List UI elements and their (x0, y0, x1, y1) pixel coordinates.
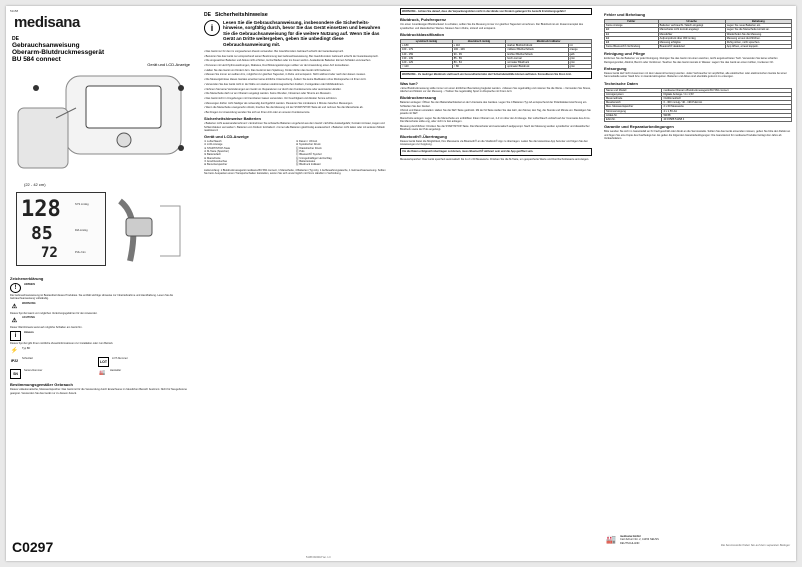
cell: EAN-Nr. (605, 118, 662, 122)
cell: Legen Sie die Manschette korrekt an. (725, 28, 791, 32)
cuff-size-label: (22 - 42 cm) (24, 182, 46, 187)
address-line3: DEUTSCHLAND (619, 541, 640, 545)
warranty-heading: Garantie und Reparaturbedingungen (604, 124, 674, 130)
symbol-label: LOT-Nummer (112, 357, 128, 361)
symbol-row (10, 357, 98, 367)
packaging-warning (400, 8, 592, 15)
language-tag-2: DE (204, 12, 211, 18)
batteries-text: • Batterien nicht auseinandernehmen! • Entnehmen Sie schwache Batterien umgehend aus dem Gerät! • Erhöhte Auslaufgefahr, Kontakt mit Haut, Augen und Schleimhäuten vermeiden! • Batterien von Kindern fernhalten! • Immer alle Batterien gleichzeitig austauschen! • Batterien nicht laden oder mit anderen Mitteln reaktivieren! (204, 122, 385, 132)
symbol-row (10, 302, 188, 310)
bracket (160, 206, 180, 256)
cell: E1 (605, 32, 659, 36)
cell: 40 15588 51158 4 (662, 118, 792, 122)
scope-text: Lieferumfang: 1 Blutdruckmessgerät medisana BU 584 connect, 1 Manschette, 4 Batterien (Typ AA), 1 Aufbewahrungstasche, 1 Gebrauchsanweisung. Sollten Sie beim Auspacken einen Transportschaden feststellen, setzen Sie sich unverzüglich mit Ihrem Händler in Verbindung. (204, 168, 386, 175)
doc-subtitle: Oberarm-Blutdruckmessgerät (12, 49, 105, 56)
doc-footer-code: 51158 06/2018 Ver. 1.0 (306, 556, 331, 559)
cell: E3 (605, 41, 659, 45)
start-button (117, 133, 131, 147)
cell: Messfehler (658, 32, 725, 36)
lcd-systolic: 128 (21, 197, 61, 222)
symbol-label: Typ BF (22, 346, 31, 350)
memory-text: Messwertspeicher: Das Gerät speichert automatisch bis zu 2 x 60 Messwerte. Drücken Sie die M-Taste, um gespeicherte Werte und Durchschnittswerte anzuzeigen. (400, 157, 590, 161)
bluetooth-warning-text: Um die Daten erfolgreich übertragen zu können, muss Bluetooth® aktiviert sein und die App geöffnet sein. (402, 150, 534, 154)
cleaning-text: Entfernen Sie die Batterien vor jeder Reinigung. Reinigen Sie das Gerät mit einem weichen, leicht angefeuchteten Tuch. Verwenden Sie keine scharfen Reinigungsmittel, Alkohol, Benzin oder Verdünner. Tauchen Sie das Gerät niemals in Wasser. Lagern Sie das Gerät an einem kühlen, trockenen Ort. (604, 57, 778, 64)
column-header: Blutdruck Indikator (506, 39, 592, 43)
cell: 51158 (662, 113, 792, 117)
callout-3 (178, 145, 184, 151)
language-tag: DE (12, 36, 19, 42)
cell: Messung erfolglos (658, 41, 725, 45)
column-header: Fehler (605, 20, 659, 24)
part-item: ⑤ Batteriefach (204, 153, 221, 157)
service-note: Die Servicestelle finden Sie auf dem separaten Beileger (720, 543, 790, 547)
table-row (605, 118, 792, 122)
cuff-on-arm (126, 218, 152, 236)
part-item: ⑯ Blutdruck Indikator (296, 163, 321, 167)
callout-2 (178, 85, 184, 91)
cell: orange (568, 48, 591, 52)
cell: 90 - 99 (452, 52, 506, 56)
display-parts-heading: Gerät und LCD-Anzeige (204, 134, 249, 140)
cell: 4 x 1,5V AA (662, 109, 792, 113)
table-row (401, 65, 592, 69)
part-item: ⑩ Systolischer Druck (296, 143, 321, 147)
cell: 100 - 109 (452, 48, 506, 52)
safety-item: • Die Manschette darf nur am Oberarm angelegt werden. Keine Wunden, Infusionen oder Shunts am Messarm. (204, 92, 332, 96)
part-item: ⑫ Puls (296, 150, 305, 154)
safety-item: • Benutzen Sie das Gerät nur entsprechend seiner Bestimmung laut Gebrauchsanweisung. Bei zweckfremdem Gebrauch erlischt der Garantieanspruch. (204, 54, 379, 58)
cell: optimaler Blutdruck (506, 65, 568, 69)
column-header: diastolisch mmHg (452, 39, 506, 43)
column-header: systolisch mmHg (401, 39, 453, 43)
manufacturer-icon: 🏭 (606, 535, 616, 545)
symbol-row (98, 369, 186, 379)
cell: Messmethode (605, 97, 662, 101)
doc-title: Gebrauchsanweisung (12, 42, 80, 49)
measurement-text-3: Manschette anlegen: Legen Sie die Manschette am entblößten linken Oberarm an, 2-3 cm über der Armbeuge. Der Luftschlauch verläuft auf der Innenseite des Arms. Die Manschette sollte eng, aber nicht zu fest anliegen. (400, 117, 591, 124)
disposal-text: Dieses Gerät darf nicht zusammen mit dem Hausmüll entsorgt werden. Jeder Verbraucher ist verpflichtet, alle elektrischen oder elektronischen Geräte bei einer Sammelstelle seiner Stadt bzw. im Handel abzugeben. Batterien und Akkus sind ebenfalls getrennt zu entsorgen. (604, 72, 787, 79)
symbol-label: ACHTUNG (22, 316, 35, 320)
safety-heading: Sicherheitshinweise (214, 12, 268, 18)
lot-icon: LOT (98, 357, 109, 367)
manufacturer-icon: 🏭 (99, 370, 106, 377)
symbol-row (10, 347, 188, 355)
symbol-row (10, 316, 188, 324)
lcd-diastolic: 85 (31, 223, 53, 244)
bp-text: Um einen zuverlässigen Blutdruckwert zu erhalten, sollten Sie die Messung immer zur gleichen Tageszeit vornehmen. Der Blutdruck ist ein Zusammenspiel des systolischen und diastolischen Wertes. Messen Sie in Ruhe, sitzend und entspannt. (400, 23, 584, 30)
usage-text: Dieses vollautomatische, Messwertspeicher. Das Gerät ist für die Verwendung durch Erwachsene im häuslichen Bereich bestimmt. Nicht für Neugeborene geeignet. Verwenden Sie das Gerät nur zu diesem Zweck. (10, 388, 187, 395)
brand-logo: medisana (14, 14, 80, 31)
classification-table (400, 39, 592, 69)
article-id: 51158 (10, 9, 19, 13)
cell: Manschette nicht korrekt angelegt (658, 28, 725, 32)
device-screen (86, 86, 161, 128)
part-item: ⑧ Benutzerspeicher (204, 163, 228, 167)
measurement-warning (400, 71, 592, 78)
measurement-text-4: Messung durchführen: Drücken Sie die START/STOP-Taste. Die Manschette wird automatisch aufgepumpt. Nach der Messung werden systolischer und diastolischer Blutdruck sowie der Puls angezeigt. (400, 125, 590, 132)
model-name: BU 584 connect (12, 56, 61, 63)
cell: 130 - 139 (401, 56, 453, 60)
measurement-text-1: Batterien einlegen: Öffnen Sie den Batteriefachdeckel an der Unterseite des Gerätes. Legen Sie 4 Batterien Typ AA entsprechend der Polaritätskennzeichnung ein. Schließen Sie den Deckel. (400, 101, 588, 108)
cell: 120 - 129 (401, 60, 453, 64)
callout-1 (33, 85, 39, 91)
cell: starker Bluthochdruck (506, 44, 568, 48)
cell: mittlerer Bluthochdruck (506, 48, 568, 52)
cell: ≥ 110 (452, 44, 506, 48)
part-item: ② LCD-Anzeige (204, 143, 223, 147)
device-caption: Gerät und LCD-Anzeige (147, 62, 190, 67)
safety-item: • Messungen dürfen nicht häufiger als notwendig durchgeführt werden. Pausieren Sie mindestens 1 Minute zwischen Messungen. (204, 101, 353, 105)
info-icon: ! (10, 283, 21, 293)
cell: Ruhig sitzen, nicht sprechen. (725, 41, 791, 45)
symbol-row (10, 369, 98, 379)
symbol-desc: Die Gebrauchsanweisung ist Bestandteil dieses Produktes. Sie enthält wichtige Hinweise zur Inbetriebnahme und Handhabung. Lesen Sie die Gebrauchsanweisung vollständig. (10, 294, 174, 301)
cell: < 80 (452, 65, 506, 69)
device-illustration (16, 68, 191, 188)
safety-item: • Personen mit Herzrhythmusstörungen, Diabetes, Durchblutungsstörungen sollten vor der Anwendung einen Arzt konsultieren. (204, 64, 350, 68)
lcd-dia-label: DIA mmHg (75, 229, 88, 232)
column-technical (600, 6, 796, 561)
safety-item: • Die Messergebnisse dieses Gerätes ersetzen keine ärztliche Untersuchung. Ändern Sie keine Medikation ohne Rücksprache mit Ihrem Arzt. (204, 78, 367, 82)
type-bf-icon: ⚡ (10, 348, 19, 355)
column-safety (200, 6, 392, 561)
table-row (605, 45, 792, 49)
safety-item: • Die eingesetzten Batterien und Akkus nicht erhitzen, kurzschließen oder ins Feuer werfen. Auslaufende Batterien können Schäden verursachen. (204, 59, 372, 63)
part-item: ⑬ Bluetooth® Symbol (296, 153, 322, 157)
symbol-desc: Dieses Symbol gibt Ihnen nützliche Zusatzinformationen zur Installation oder zum Betrieb. (10, 342, 114, 346)
cell: Name und Modell (605, 88, 662, 92)
cell: 80 - 84 (452, 60, 506, 64)
cell: hoch-normal (506, 56, 568, 60)
cell: grün (568, 60, 591, 64)
classification-heading: Blutdruckklassifikation (400, 31, 445, 37)
safety-list (200, 50, 392, 114)
part-item: ⑥ Manschette (204, 156, 221, 160)
lcd-display (16, 192, 106, 266)
bluetooth-warning (400, 148, 592, 155)
cell: medisana Oberarm-Blutdruckmessgerät BU 584 connect (662, 88, 792, 92)
lcd-sys-label: SYS mmHg (75, 203, 89, 206)
cell: gelb (568, 52, 591, 56)
disposal-heading: Entsorgung (604, 66, 627, 72)
ip-rating-icon: IP22 (10, 359, 19, 364)
cover-title-block (12, 36, 192, 63)
part-item: ③ START/STOP-Taste (204, 146, 231, 150)
safety-item: • Wenn die Manschette unangenehm drückt, brechen Sie die Messung mit der START/STOP-Taste ab und nehmen Sie die Manschette ab. (204, 106, 364, 110)
bp-heading: Blutdruck, Pulsfrequenz (400, 17, 447, 23)
trouble-heading: Fehler und Behebung (604, 12, 646, 17)
warning-icon: ⚠ (11, 303, 18, 310)
cell: ≥ 180 (401, 44, 453, 48)
address-line2: Carl-Schurz-Str. 2, 41453 NEUSS (619, 538, 659, 542)
cell: < 120 (401, 65, 453, 69)
column-measurement (396, 6, 596, 561)
column-cover (6, 6, 196, 561)
part-item: ⑪ Diastolischer Druck (296, 146, 322, 150)
cell: 85 - 89 (452, 56, 506, 60)
cell: E0 (605, 28, 659, 32)
cell: 160 - 179 (401, 48, 453, 52)
symbols-heading: Zeichenerklärung (10, 276, 44, 281)
cell: Keine Anzeige (605, 24, 659, 28)
note-icon: i (10, 331, 21, 341)
safety-lead: Lesen Sie die Gebrauchsanweisung, insbesondere die Sicherheits-hinweise, sorgfältig durch, bevor Sie das Gerät einsetzen und bewahren Sie die Gebrauchsanweisung für die weitere Nutzung auf. Wenn Sie das Gerät an Dritte weitergeben, geben Sie unbedingt diese Gebrauchsanweisung mit. (223, 20, 381, 47)
safety-item: • Verwenden Sie das Gerät nicht in der Nähe von starken elektromagnetischen Feldern, Funkgeräten oder Mobiltelefonen. (204, 82, 345, 86)
cell: Max. Messwertspeicher (605, 105, 662, 109)
bluetooth-heading: Bluetooth®-Übertragung (400, 133, 447, 139)
part-item: ⑮ Batteriestatus (296, 159, 316, 163)
cell: Messbereich (605, 101, 662, 105)
symbol-row (10, 283, 188, 293)
usage-heading: Bestimmungsgemäßer Gebrauch (10, 382, 73, 388)
column-header: Ursache (658, 20, 725, 24)
symbol-row (10, 331, 188, 341)
cell: grün (568, 65, 591, 69)
measurement-text-2: Uhrzeit und Datum einstellen: Halten Sie die SET-Taste gedrückt. Mit der M-Taste stellen Sie das Jahr, den Monat, den Tag, die Stunde und Minute ein. Bestätigen Sie jeweils mit SET. (400, 109, 591, 116)
symbol-desc: Dieses Symbol warnt vor möglichen Verletzungsgefahren für den Anwender. (10, 311, 98, 315)
symbol-label: WARNUNG (22, 302, 36, 306)
cell: 2 x 60 Messwerte (662, 105, 792, 109)
symbol-label: HINWEIS (24, 282, 36, 286)
cell: leichter Bluthochdruck (506, 52, 568, 56)
warranty-text: Bitte wenden Sie sich im Garantiefall an Ihr Fachgeschäft oder direkt an die Servicestelle. Sollten Sie das Gerät einsenden müssen, geben Sie bitte den Defekt an und fügen Sie eine Kopie des Kaufbelegs bei. Es gelten die folgenden Garantiebedingungen: Die Garantiezeit für medisana Produkte beträgt drei Jahre ab Verkaufsdatum. (604, 130, 791, 140)
safety-item: • Messen Sie immer am selben Arm, möglichst zur gleichen Tageszeit, in Ruhe und entspannt. Nicht während oder nach dem Essen messen. (204, 73, 366, 77)
fix-heading: Was tun? (400, 80, 418, 86)
cell: E2 (605, 36, 659, 40)
symbols-section (6, 274, 192, 396)
cell: App öffnen, erneut koppeln. (725, 45, 791, 49)
cell: Artikel-Nr. (605, 113, 662, 117)
symbol-desc: Dieser Warnhinweis weist auf mögliche Schäden am Gerät hin. (10, 325, 83, 329)
symbol-label: Hinweis (24, 330, 34, 334)
column-header: Behebung (725, 20, 791, 24)
cell: Keine Bluetooth®-Verbindung (605, 45, 659, 49)
part-item: ④ M-Taste (Speicher) (204, 150, 229, 154)
cell: Anzeigesystem (605, 92, 662, 96)
manual-sheet (6, 6, 796, 561)
ce-mark: C0297 (12, 539, 54, 555)
safety-item: • Das Gerät nur für den im vorgesehenen Zweck verwenden. Bei zweckfremdem Gebrauch erlischt der Garantieanspruch. (204, 50, 344, 54)
measurement-warning-text: WARNUNG - Zu niedriger Blutdruck stellt auch ein Gesundheitsrisiko dar! Schwindelanfälle können auftreten. Konsultieren Sie Ihren Arzt. (402, 73, 572, 77)
cell: grün (568, 56, 591, 60)
lcd-pulse: 72 (41, 245, 58, 261)
safety-item: • Das Gerät nicht in Umgebungen mit brennbaren Gasen verwenden. Vor Feuchtigkeit und direkter Sonne schützen. (204, 96, 338, 100)
error-table (604, 19, 792, 49)
cell: 140 - 159 (401, 52, 453, 56)
bluetooth-text: Dieses Gerät bietet die Möglichkeit, Ihre Messwerte via Bluetooth® an die VitaDock® App zu übertragen. Laden Sie die kostenlose App herunter und folgen Sie den Anweisungen zur Kopplung. (400, 139, 588, 147)
caution-icon: ⚠ (11, 317, 18, 324)
part-item: ⑭ Unregelmäßiger Herzschlag (296, 156, 332, 160)
lcd-pulse-label: PUL /min (75, 251, 86, 254)
cell: normaler Blutdruck (506, 60, 568, 64)
cell: Digitale Anzeige / 4 x 1,5V (662, 92, 792, 96)
manufacturer-block (606, 535, 659, 545)
part-item: ⑨ Datum / Uhrzeit (296, 140, 318, 144)
tech-heading: Technische Daten (604, 80, 638, 86)
cell: Bluetooth® deaktiviert (658, 45, 725, 49)
serial-icon: SN (10, 369, 21, 379)
arm-illustration (110, 196, 190, 266)
safety-item: • Nehmen Sie keine Veränderungen am Gerät vor. Reparaturen nur durch den Kundenservice oder autorisierte Händler. (204, 87, 342, 91)
cell: Wiederholen Sie die Messung. (725, 32, 791, 36)
cell: Oszillometrisch (662, 97, 792, 101)
cell: Batterien verbraucht / falsch eingelegt (658, 24, 725, 28)
cell: Stromversorgung (605, 109, 662, 113)
part-item: ⑦ Anschlussbuchse (204, 159, 228, 163)
safety-item: • Halten Sie das Gerät von Kindern fern. Das Gerät ist kein Spielzeug. Kinder dürfen das Gerät nicht bedienen. (204, 68, 332, 72)
tech-table (604, 88, 792, 123)
symbol-label: Schutzart (22, 357, 33, 361)
symbol-label: Serien-Nummer (24, 369, 43, 373)
cuff (18, 108, 68, 168)
symbol-row (98, 357, 186, 367)
parts-list (204, 140, 388, 166)
packaging-warning-text: WARNUNG - Achten Sie darauf, dass die Verpackungsfolien nicht in die Hände von Kindern gelangen! Es besteht Erstickungsgefahr! (402, 10, 566, 13)
info-icon: i (204, 20, 220, 36)
symbol-label: Hersteller (110, 369, 122, 373)
cell: 0 - 300 mmHg / 40 - 199 Puls/min (662, 101, 792, 105)
measurement-heading: Blutdruckmessung (400, 95, 437, 101)
fix-text: • Eine Blutdruckmessung sollte immer von einer ärztlichen Beurteilung begleitet werden. • Messen Sie regelmäßig und notieren Sie die Werte. • Vermeiden Sie Stress, Alkohol und Nikotin vor der Messung. • Treiben Sie regelmäßig Sport in Absprache mit Ihrem Arzt. (400, 86, 591, 93)
address-line1: medisana GmbH (619, 535, 641, 539)
cell: Legen Sie neue Batterien ein. (725, 24, 791, 28)
cell: rot (568, 44, 591, 48)
cleaning-heading: Reinigung und Pflege (604, 51, 646, 57)
batteries-heading: Sicherheitshinweise Batterien (204, 116, 261, 122)
part-item: ① Luftschlauch (204, 140, 222, 144)
cell: Messung erneut durchführen. (725, 36, 791, 40)
safety-item: • Bei Fragen zur Anwendung wenden Sie sich an Ihren Arzt oder an unseren Kundenservice. (204, 110, 311, 114)
cell: Aufpumpdruck über 300 mmHg (658, 36, 725, 40)
